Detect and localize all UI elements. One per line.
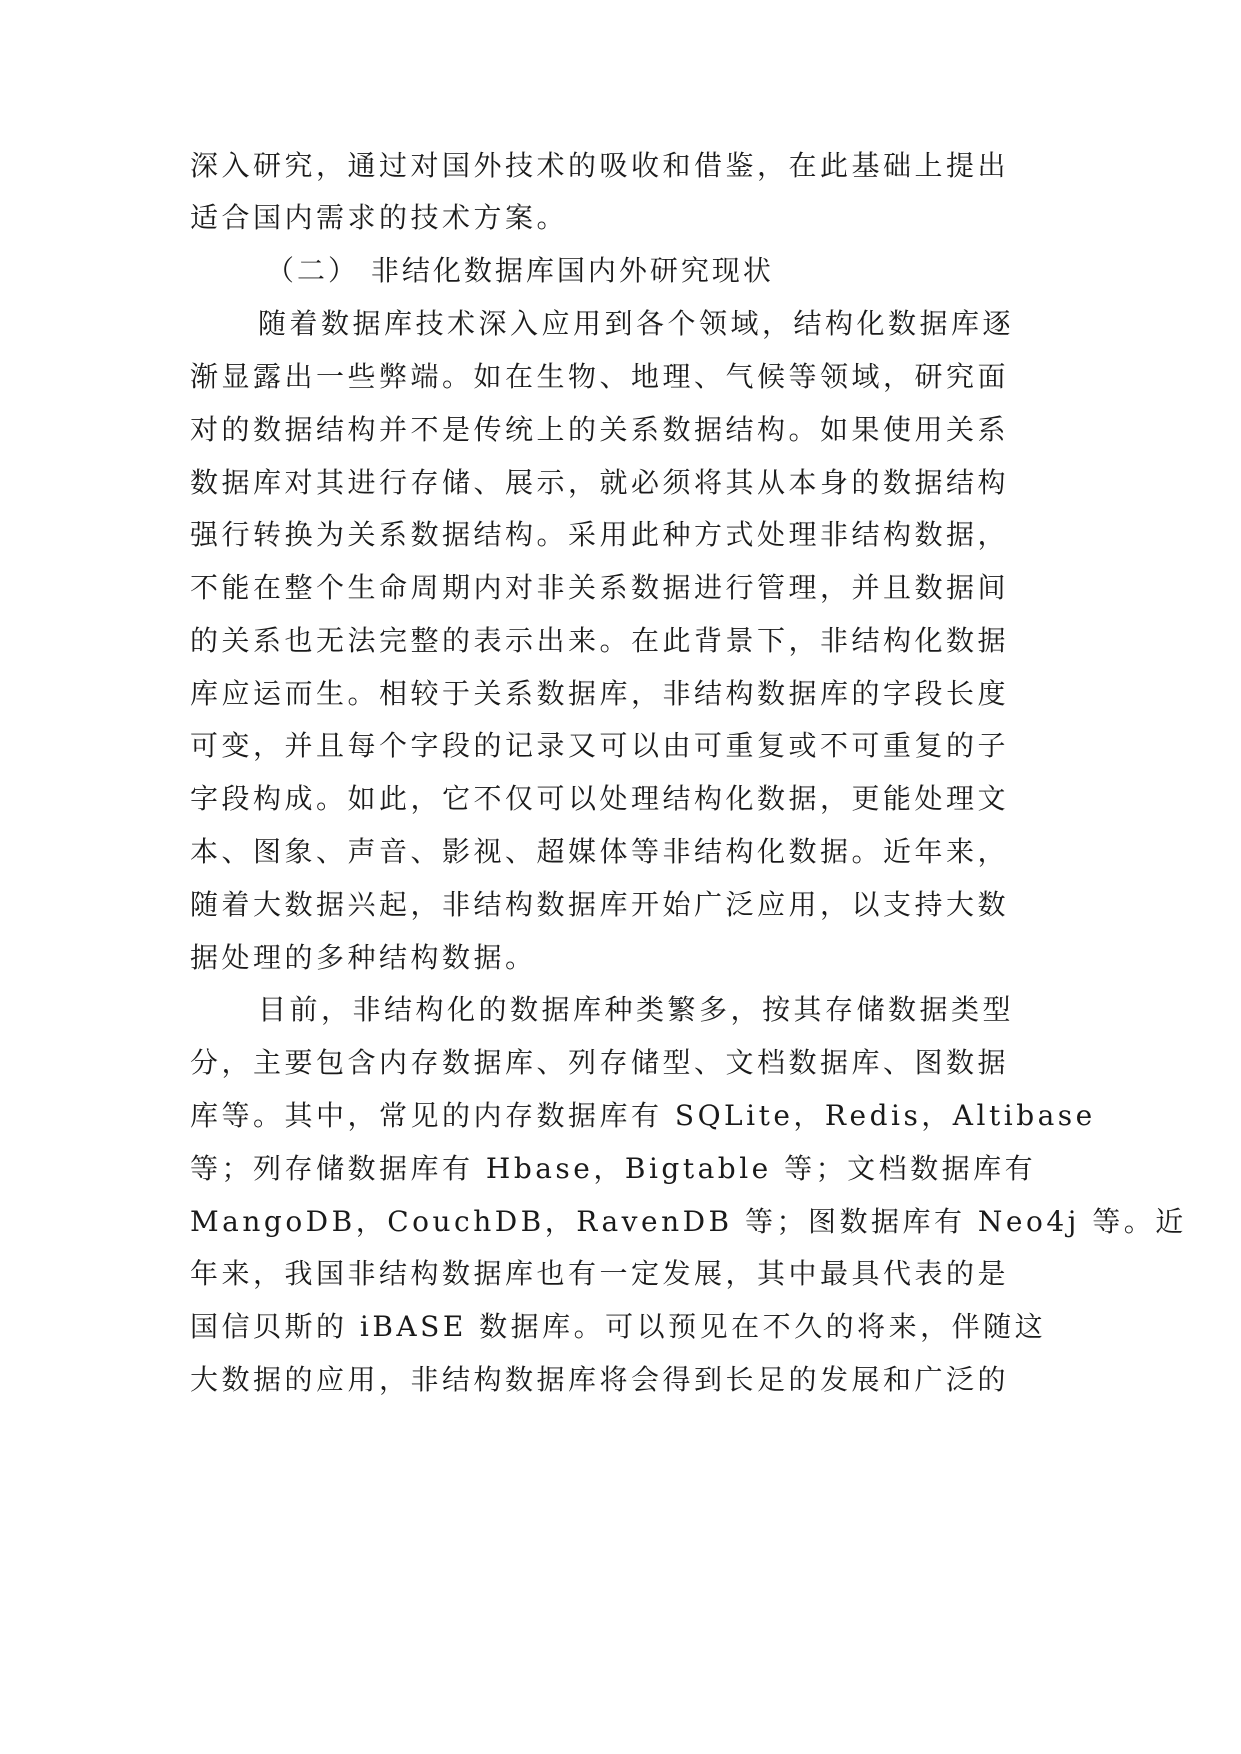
paragraph-line: 不能在整个生命周期内对非关系数据进行管理，并且数据间 (190, 571, 1010, 604)
section-heading: （二） 非结化数据库国内外研究现状 (266, 254, 774, 287)
paragraph-line: 随着大数据兴起，非结构数据库开始广泛应用，以支持大数 (190, 888, 1010, 921)
paragraph-line: 字段构成。如此，它不仅可以处理结构化数据，更能处理文 (190, 782, 1010, 815)
paragraph-line: 的关系也无法完整的表示出来。在此背景下，非结构化数据 (190, 624, 1010, 657)
paragraph-line: 深入研究，通过对国外技术的吸收和借鉴，在此基础上提出 (190, 149, 1010, 182)
paragraph-line: 本、图象、声音、影视、超媒体等非结构化数据。近年来， (190, 835, 1010, 868)
paragraph-line: 目前，非结构化的数据库种类繁多，按其存储数据类型 (258, 993, 1015, 1026)
paragraph-line: 可变，并且每个字段的记录又可以由可重复或不可重复的子 (190, 729, 1010, 762)
paragraph-line: 对的数据结构并不是传统上的关系数据结构。如果使用关系 (190, 413, 1010, 446)
paragraph-line: 数据库对其进行存储、展示，就必须将其从本身的数据结构 (190, 466, 1010, 499)
paragraph-line: 国信贝斯的 iBASE 数据库。可以预见在不久的将来，伴随这 (190, 1310, 1047, 1343)
paragraph-line: 渐显露出一些弊端。如在生物、地理、气候等领域，研究面 (190, 360, 1010, 393)
paragraph-line: 库应运而生。相较于关系数据库，非结构数据库的字段长度 (190, 677, 1010, 710)
paragraph-line: MangoDB，CouchDB，RavenDB 等；图数据库有 Neo4j 等。近 (190, 1205, 1187, 1238)
paragraph-line: 据处理的多种结构数据。 (190, 941, 537, 974)
paragraph-line: 适合国内需求的技术方案。 (190, 201, 569, 234)
paragraph-line: 随着数据库技术深入应用到各个领域，结构化数据库逐 (258, 307, 1015, 340)
paragraph-line: 等；列存储数据库有 Hbase，Bigtable 等；文档数据库有 (190, 1152, 1037, 1185)
paragraph-line: 库等。其中，常见的内存数据库有 SQLite，Redis，Altibase (190, 1099, 1096, 1132)
paragraph-line: 年来，我国非结构数据库也有一定发展，其中最具代表的是 (190, 1257, 1010, 1290)
paragraph-line: 强行转换为关系数据结构。采用此种方式处理非结构数据， (190, 518, 1010, 551)
paragraph-line: 分，主要包含内存数据库、列存储型、文档数据库、图数据 (190, 1046, 1010, 1079)
paragraph-line: 大数据的应用，非结构数据库将会得到长足的发展和广泛的 (190, 1363, 1010, 1396)
